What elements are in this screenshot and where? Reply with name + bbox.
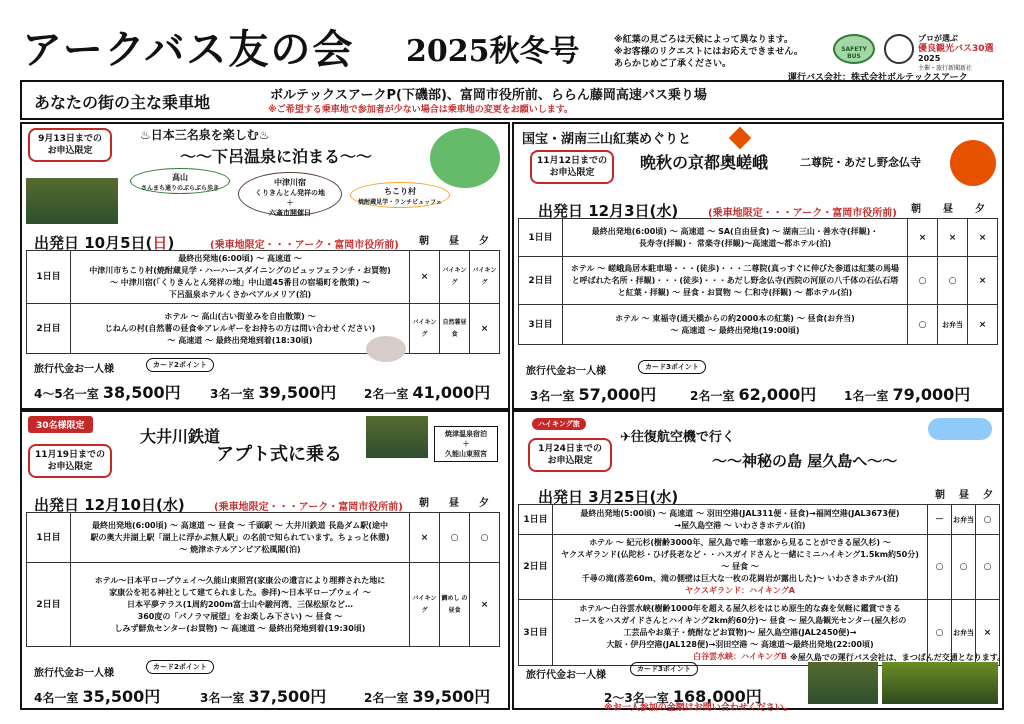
meal-header-lunch: 昼 — [449, 236, 459, 247]
desc-line: ～ 焼津ホテルアンビア松風閣(泊) — [179, 544, 301, 554]
card-points: カード2ポイント — [146, 660, 214, 674]
desc-line: ～ 高速道 ～ 最終出発地到着(18:30頃) — [167, 335, 313, 345]
depart-dow: 日 — [152, 234, 168, 252]
award-line: 2025 — [918, 54, 941, 63]
price-amount: 39,500円 — [412, 687, 491, 706]
depart-suffix: ) — [167, 234, 175, 252]
boarding-limit: (乗車地限定・・・アーク・富岡市役所前) — [708, 208, 897, 219]
desc-line: 日本平夢テラス(1周約200m富士山や駿河湾、三保松原など… — [126, 599, 353, 609]
card-points: カード3ポイント — [630, 662, 698, 676]
price-room: 3名一室 — [200, 691, 245, 705]
meal-cell: ○ — [976, 505, 1000, 535]
price-amount: 62,000円 — [738, 385, 817, 404]
note-line: ※お客様のリクエストにはお応えできません。 — [614, 47, 803, 57]
meal-cell: × — [968, 219, 998, 257]
price-room: 4～5名一室 — [34, 387, 99, 401]
desc-line: ヤクスギランド(仏陀杉・ひげ長老など・・ハスガイドさんと一緒にミニハイキング1.5km約50分) ～ 昼食 ～ — [561, 550, 919, 571]
desc-line: 最終出発地(6:00頃) ～ 高速道 ～ 昼食 ～ 千頭駅 ～ 大井川鉄道 長島ダム駅(途中 — [92, 520, 388, 530]
desc-line: 最終出発地(6:00頃) ～ 高速道 ～ — [178, 254, 302, 263]
day-label: 3日目 — [519, 600, 553, 666]
meal-header-breakfast: 朝 — [911, 204, 921, 215]
autumn-tree-illustration — [950, 140, 996, 186]
price-amount: 35,500円 — [82, 687, 161, 706]
meal-cell: × — [410, 513, 440, 563]
price-item — [530, 382, 656, 405]
desc-line: ヤクスギランド：ハイキングA — [685, 586, 795, 595]
meal-cell: × — [968, 257, 998, 305]
desc-line: 長寿寺(拝観)・ 常楽寺(拝観)～高速道～都ホテル(泊) — [638, 238, 832, 248]
day-desc — [563, 219, 908, 257]
meal-cell: 鯛めし の昼食 — [440, 563, 470, 647]
meal-cell: × — [976, 600, 1000, 666]
day-desc — [563, 305, 908, 345]
spot-line: 焼酎蔵見学・ランチビュッフェ — [358, 199, 442, 206]
desc-line: と紅葉・拝観) ～ 昼食・お買物 ～ 仁和寺(拝観) ～ 都ホテル(泊) — [617, 287, 853, 297]
day-label: 2日目 — [27, 304, 71, 354]
day-desc — [71, 304, 410, 354]
meal-cell: － — [928, 505, 952, 535]
meal-cell: × — [470, 563, 500, 647]
award-line: 主催・旅行新聞新社 — [918, 65, 973, 72]
price-amount: 57,000円 — [578, 385, 657, 404]
tour-title: 国宝・湖南三山紅葉めぐりと — [522, 132, 692, 147]
limited-seats-tag: 30名様限定 — [28, 416, 93, 433]
itinerary-row — [519, 535, 1000, 600]
itinerary-table — [26, 512, 500, 647]
meal-cell: お弁当 — [952, 505, 976, 535]
note-line: あらかじめご了承ください。 — [614, 59, 732, 69]
tour-title: ✈往復航空機で行く — [620, 430, 735, 445]
desc-line: と呼ばれた名所・拝観)・・・(徒歩)・・・あだし野念仏寺(西院の河原の八千体の石仏石塔 — [571, 275, 899, 285]
meal-header-dinner: 夕 — [983, 490, 993, 501]
meal-cell: 自然薯昼食 — [440, 304, 470, 354]
boarding-title: あなたの街の主な乗車地 — [34, 93, 211, 112]
desc-line: 最終出発地(6:00頃) ～ 高速道 ～ SA(自由昼食) ～ 湖南三山・善水寺(拝観)・ — [591, 226, 879, 236]
desc-line: ～ 中津川宿(「くりきんとん発祥の地」中山道45番目の宿場町を散策) ～ — [109, 278, 370, 287]
price-room: 3名一室 — [530, 389, 575, 403]
price-item — [210, 380, 336, 403]
spot-line: くりきんとん発祥の地 — [255, 189, 325, 197]
award-text — [918, 34, 1018, 74]
price-amount: 41,000円 — [412, 383, 491, 402]
boarding-stops: ボルテックスアークP(下磯部)、富岡市役所前、ららん藤岡高速バス乗り場 — [270, 88, 707, 103]
spot-line: 六斎市開催日 — [269, 209, 311, 217]
deadline-line: 1月24日までの — [538, 444, 602, 454]
boarding-limit: (乗車地限定・・・アーク・富岡市役所前) — [214, 502, 403, 513]
meal-cell: お弁当 — [952, 600, 976, 666]
day-desc — [563, 257, 908, 305]
day-desc — [553, 535, 928, 600]
award-line: プロが選ぶ — [918, 34, 958, 43]
day-desc — [71, 513, 410, 563]
safety-badge-logo: SAFETY BUS — [833, 34, 875, 64]
itinerary-table — [518, 218, 998, 345]
day-label: 2日目 — [27, 563, 71, 647]
issue-label: 2025秋冬号 — [406, 34, 580, 69]
hotel-box — [434, 426, 498, 462]
boarding-note: ※ご希望する乗車地で参加者が少ない場合は乗車地の変更をお願いします。 — [268, 105, 574, 115]
price-item — [34, 380, 181, 403]
price-label: 旅行代金お一人様 — [526, 366, 606, 377]
spot-line: 高山 — [172, 173, 188, 182]
depart-prefix: 出発日 — [34, 234, 80, 252]
spot-line: さんまち通りのぶらぶら歩き — [140, 185, 219, 192]
desc-line: 360度の「パノラマ展望」をお楽しみ下さい) ～ 昼食 ～ — [137, 611, 343, 621]
solo-note: ※お一人参加の金額はお問い合わせください。 — [604, 703, 793, 713]
day-label: 1日目 — [519, 219, 563, 257]
itinerary-row — [519, 257, 998, 305]
hotel-line: ＋ — [462, 440, 470, 448]
depart-date-text: 12月3日(水) — [588, 202, 679, 220]
desc-line: ホテル～白谷雲水峡(樹齢1000年を超える屋久杉をはじめ原生的な森を気軽に鑑賞できる — [579, 603, 901, 613]
price-amount: 79,000円 — [892, 385, 971, 404]
page-title: アークバス友の会 — [22, 27, 355, 73]
meal-cell: ○ — [928, 600, 952, 666]
tour-subtitle: ～～下呂温泉に泊まる～～ — [180, 147, 373, 166]
deadline-line: お申込限定 — [547, 456, 593, 466]
price-room: 1名一室 — [844, 389, 889, 403]
price-item — [34, 684, 160, 707]
price-amount: 38,500円 — [102, 383, 181, 402]
spot-chikorimura — [350, 182, 450, 208]
meal-cell: × — [968, 305, 998, 345]
itinerary-row — [519, 305, 998, 345]
price-item — [690, 382, 816, 405]
deadline-badge — [530, 150, 614, 184]
award-line: 優良観光バス30選 — [918, 44, 994, 54]
meal-cell: × — [938, 219, 968, 257]
deadline-badge — [28, 128, 112, 162]
day-desc — [553, 505, 928, 535]
boarding-limit: (乗車地限定・・・アーク・富岡市役所前) — [210, 240, 399, 251]
day-label: 1日目 — [27, 513, 71, 563]
meal-cell: × — [470, 304, 500, 354]
desc-line: ホテル ～ 高山(古い街並みを自由散策) ～ — [164, 311, 316, 321]
price-amount: 39,500円 — [258, 383, 337, 402]
deadline-badge — [528, 438, 612, 472]
price-label: 旅行代金お一人様 — [526, 670, 606, 681]
hiking-tag: ハイキング旅 — [532, 418, 586, 430]
price-item — [364, 684, 490, 707]
itinerary-table — [518, 504, 1000, 666]
meal-cell: お弁当 — [938, 305, 968, 345]
waterfall-photo — [808, 662, 878, 704]
meal-cell: × — [908, 219, 938, 257]
price-amount: 37,500円 — [248, 687, 327, 706]
depart-prefix: 出発日 — [538, 202, 584, 220]
price-room: 2名一室 — [364, 387, 409, 401]
train-photo — [366, 416, 428, 458]
meal-header-dinner: 夕 — [975, 204, 985, 215]
deadline-line: 11月19日までの — [34, 450, 106, 460]
desc-line: 家康公を祀る神社として建てられました。参拝)～日本平ロープウェイ ～ — [109, 587, 371, 597]
meal-cell: ○ — [938, 257, 968, 305]
itinerary-table — [26, 250, 500, 354]
bus-company-note: ※屋久島での運行バス会社は、まつばんだ交通となります。 — [790, 653, 1006, 662]
spot-takayama — [130, 168, 230, 194]
desc-line: ホテル ～ 東福寺(通天橋からの約2000本の紅葉) ～ 昼食(お弁当) — [615, 313, 855, 323]
day-label: 2日目 — [519, 535, 553, 600]
desc-line: 中津川市ちこり村(焼酎蔵見学・ハーハースダイニングのビュッフェランチ・お買物) — [89, 266, 391, 275]
meal-cell: × — [410, 251, 440, 304]
meal-header-lunch: 昼 — [449, 498, 459, 509]
hotel-line: 久能山東照宮 — [445, 450, 487, 458]
meal-header-dinner: 夕 — [479, 236, 489, 247]
tour-subtitle: アプト式に乗る — [216, 444, 342, 465]
meal-header-breakfast: 朝 — [419, 236, 429, 247]
price-room: 2名一室 — [364, 691, 409, 705]
spot-line: ＋ — [286, 199, 294, 207]
day-label: 1日目 — [27, 251, 71, 304]
desc-line: ホテル～日本平ロープウェイ～久能山東照宮(家康公の遺言により埋葬された地に — [94, 575, 386, 585]
meal-header-dinner: 夕 — [479, 498, 489, 509]
note-line: ※紅葉の見ごろは天候によって異なります。 — [614, 35, 794, 45]
food-bowl-illustration — [366, 336, 406, 362]
price-room: 2名一室 — [690, 389, 735, 403]
price-item — [364, 380, 490, 403]
tour-title: ♨日本三名泉を楽しむ♨ — [140, 128, 270, 142]
price-room: 4名一室 — [34, 691, 79, 705]
meal-cell: バイキング — [470, 251, 500, 304]
desc-line: ～ 高速道 ～ 最終出発地(19:00頃) — [670, 325, 800, 335]
meal-header-breakfast: 朝 — [935, 490, 945, 501]
spot-line: 中津川宿 — [274, 178, 306, 187]
price-room: 3名一室 — [210, 387, 255, 401]
deadline-line: お申込限定 — [549, 168, 595, 178]
deadline-line: 11月12日までの — [536, 156, 608, 166]
itinerary-row — [519, 219, 998, 257]
desc-line: ホテル ～ 紀元杉(樹齢3000年、屋久島で唯一車窓から見ることができる屋久杉) ～ — [589, 538, 891, 547]
meal-cell: バイキング — [440, 251, 470, 304]
deadline-line: 9月13日までの — [38, 134, 102, 144]
spot-line: ちこり村 — [384, 187, 416, 196]
meal-cell: バイキング — [410, 304, 440, 354]
itinerary-row — [27, 563, 500, 647]
tour-subtitle: ～～神秘の島 屋久島へ～～ — [712, 452, 898, 470]
depart-prefix: 出発日 — [34, 496, 80, 514]
desc-line: 大阪・伊丹空港(JAL128便)→羽田空港 ～ 高速道～最終出発地(22:00頃) — [606, 639, 874, 649]
price-item — [844, 382, 970, 405]
day-label: 1日目 — [519, 505, 553, 535]
day-desc — [71, 563, 410, 647]
desc-line: しみず鮮魚センター(お買物) ～ 高速道 ～ 最終出発地到着(19:30頃) — [114, 623, 366, 633]
desc-line: 白谷雲水峡：ハイキングB — [693, 651, 787, 661]
desc-line: じねんの村(自然薯の昼食※アレルギーをお持ちの方は問い合わせください) — [104, 323, 376, 333]
desc-line: コースをハスガイドさんとハイキング2km約60分)～ 昼食 ～ 屋久島観光センター(屋久杉の — [573, 615, 907, 625]
meal-cell: ○ — [908, 257, 938, 305]
hotel-line: 焼津温泉宿泊 — [445, 430, 487, 438]
depart-prefix: 出発日 — [538, 488, 584, 506]
desc-line: 千尋の滝(落差60m、滝の側壁は巨大な一枚の花崗岩が露出した)～ いわさきホテル(泊) — [581, 574, 899, 583]
card-points: カード2ポイント — [146, 358, 214, 372]
meal-header-lunch: 昼 — [943, 204, 953, 215]
header-notes — [614, 34, 814, 70]
deadline-badge — [28, 444, 112, 478]
meal-cell: ○ — [470, 513, 500, 563]
depart-date-text: 3月25日(水) — [588, 488, 679, 506]
deadline-line: お申込限定 — [47, 462, 93, 472]
meal-cell: ○ — [440, 513, 470, 563]
day-label: 2日目 — [519, 257, 563, 305]
depart-date-text: 10月5日( — [84, 234, 153, 252]
company-name: 運行バス会社：株式会社ボルテックスアーク — [788, 73, 968, 83]
meal-cell: バイキング — [410, 563, 440, 647]
card-points: カード3ポイント — [638, 360, 706, 374]
deadline-line: お申込限定 — [47, 146, 93, 156]
price-item — [200, 684, 326, 707]
onsen-mascot-illustration — [430, 128, 500, 188]
itinerary-row — [27, 251, 500, 304]
meal-cell: ○ — [952, 535, 976, 600]
award-logo — [884, 34, 914, 64]
tour-subtitle: 晩秋の京都奥嵯峨 — [640, 153, 769, 172]
tour-subtitle-2: 二尊院・あだし野念仏寺 — [800, 156, 921, 169]
takayama-photo — [26, 178, 118, 224]
itinerary-row — [27, 513, 500, 563]
meal-header-lunch: 昼 — [959, 490, 969, 501]
desc-line: 最終出発地(5:00頃) ～ 高速道 ～ 羽田空港(JAL311便・昼食)→福岡空港(JAL3673便) — [580, 508, 900, 518]
meal-cell: ○ — [908, 305, 938, 345]
itinerary-row — [519, 505, 1000, 535]
price-amount: 168,000円 — [672, 687, 762, 706]
desc-line: 工芸品やお菓子・焼酎などお買物)～ 屋久島空港(JAL2450便)→ — [623, 627, 857, 637]
airplane-illustration — [928, 418, 992, 440]
day-desc — [71, 251, 410, 304]
desc-line: 下呂温泉ホテルくさかベアルメリア(泊) — [168, 290, 312, 299]
forest-photo — [882, 662, 998, 704]
price-room: 2～3名一室 — [604, 691, 669, 705]
meal-cell: ○ — [928, 535, 952, 600]
depart-date-text: 12月10日(水) — [84, 496, 185, 514]
desc-line: →屋久島空港 ～ いわさきホテル(泊) — [674, 520, 806, 530]
spot-nakatsugawa — [238, 172, 342, 216]
meal-header-breakfast: 朝 — [419, 498, 429, 509]
desc-line: ホテル ～ 嵯峨鳥居本駐車場・・・(徒歩)・・・二尊院(真っすぐに伸びた参道は紅葉の馬場 — [570, 263, 900, 273]
price-label: 旅行代金お一人様 — [34, 364, 114, 375]
day-label: 3日目 — [519, 305, 563, 345]
itinerary-row — [27, 304, 500, 354]
price-label: 旅行代金お一人様 — [34, 668, 114, 679]
tour-title: 大井川鉄道 — [140, 427, 221, 446]
desc-line: 駅の奥大井湖上駅「湖上に浮かぶ無人駅」の名前で知られています。ちょっと休憩) — [90, 532, 390, 542]
meal-cell: ○ — [976, 535, 1000, 600]
